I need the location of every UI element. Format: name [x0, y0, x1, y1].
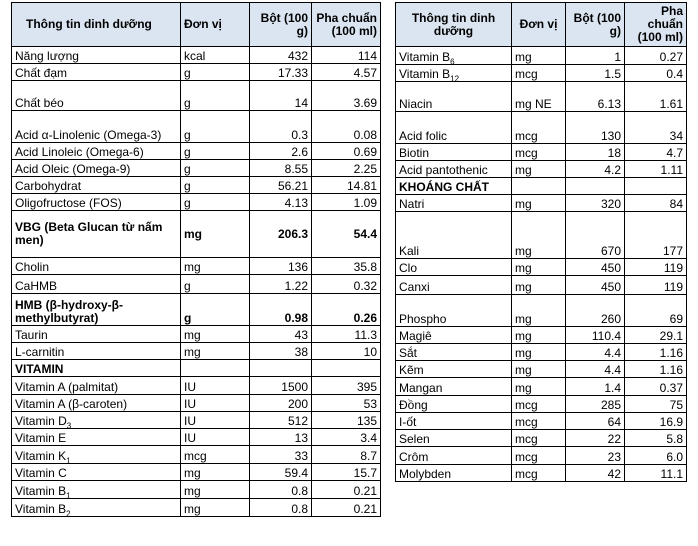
row-powder: 1.22 — [250, 275, 312, 294]
row-name — [12, 499, 181, 517]
row-unit: mcg — [512, 144, 566, 161]
row-name: Sắt — [396, 344, 512, 361]
row-prepared: 11.3 — [312, 326, 381, 343]
table-row — [396, 65, 687, 82]
table-row — [396, 112, 687, 144]
row-unit: mg — [512, 276, 566, 295]
row-name — [12, 412, 181, 429]
row-name: Đồng — [396, 396, 512, 413]
row-name: Cholin — [12, 258, 181, 275]
row-unit: IU — [181, 429, 250, 446]
row-prepared: 0.37 — [625, 378, 687, 396]
row-name: Carbohydrat — [12, 177, 181, 194]
row-name: Phospho — [396, 295, 512, 327]
table-row — [396, 378, 687, 396]
row-powder: 6.13 — [566, 82, 625, 112]
col-header-unit: Đơn vị — [181, 3, 250, 47]
empty-cell — [181, 360, 250, 377]
row-unit: mcg — [181, 446, 250, 464]
row-powder: 0.8 — [250, 499, 312, 517]
row-name: Natri — [396, 195, 512, 212]
row-powder: 4.2 — [566, 161, 625, 178]
row-powder: 0.8 — [250, 481, 312, 499]
row-prepared: 119 — [625, 259, 687, 276]
row-unit: mg — [512, 344, 566, 361]
row-unit: mg — [512, 327, 566, 344]
row-prepared: 4.7 — [625, 144, 687, 161]
row-prepared: 0.32 — [312, 275, 381, 294]
row-unit: g — [181, 294, 250, 326]
table-row — [396, 195, 687, 212]
row-unit: g — [181, 160, 250, 177]
col-header-name: Thông tin dinh dưỡng — [12, 3, 181, 47]
row-name: HMB (β-hydroxy-β-methylbutyrat) — [12, 294, 181, 326]
table-row — [12, 211, 381, 258]
row-name: Canxi — [396, 276, 512, 295]
row-prepared: 3.69 — [312, 81, 381, 111]
row-name: Mangan — [396, 378, 512, 396]
empty-cell — [250, 360, 312, 377]
row-name: Taurin — [12, 326, 181, 343]
empty-cell — [625, 178, 687, 195]
table-row — [12, 81, 381, 111]
row-powder: 206.3 — [250, 211, 312, 258]
table-row — [12, 412, 381, 429]
row-powder: 260 — [566, 295, 625, 327]
table-row — [12, 343, 381, 360]
col-header-prepared: Pha chuẩn (100 ml) — [625, 3, 687, 47]
row-powder: 64 — [566, 413, 625, 430]
row-unit: g — [181, 194, 250, 211]
row-name: Biotin — [396, 144, 512, 161]
table-row — [12, 47, 381, 64]
table-row — [12, 395, 381, 412]
row-powder: 14 — [250, 81, 312, 111]
row-name-subscript: 12 — [450, 74, 460, 82]
table-row — [396, 465, 687, 482]
row-name-text: Vitamin B — [399, 67, 451, 81]
row-powder: 512 — [250, 412, 312, 429]
row-name: L-carnitin — [12, 343, 181, 360]
row-unit: g — [181, 143, 250, 160]
section-row-vitamin — [12, 360, 381, 377]
row-prepared: 0.69 — [312, 143, 381, 160]
row-name: Oligofructose (FOS) — [12, 194, 181, 211]
row-name: VBG (Beta Glucan từ nấm men) — [12, 211, 181, 258]
row-powder: 136 — [250, 258, 312, 275]
row-unit: mg — [181, 481, 250, 499]
row-unit: mcg — [512, 430, 566, 447]
row-powder: 13 — [250, 429, 312, 446]
row-unit: mg NE — [512, 82, 566, 112]
row-prepared: 6.0 — [625, 447, 687, 465]
row-name: Vitamin C — [12, 464, 181, 481]
row-powder: 130 — [566, 112, 625, 144]
row-name: Niacin — [396, 82, 512, 112]
col-header-unit: Đơn vị — [512, 3, 566, 47]
table-row — [12, 326, 381, 343]
row-unit: mg — [512, 378, 566, 396]
row-name: Vitamin A (palmitat) — [12, 377, 181, 395]
row-prepared: 1.09 — [312, 194, 381, 211]
row-powder: 1500 — [250, 377, 312, 395]
row-name — [396, 47, 512, 65]
table-row — [12, 464, 381, 481]
row-name: Crôm — [396, 447, 512, 465]
row-powder: 670 — [566, 212, 625, 259]
row-name: Kẽm — [396, 361, 512, 378]
row-powder: 56.21 — [250, 177, 312, 194]
row-name-subscript: 3 — [66, 421, 72, 429]
nutrition-table-left — [11, 2, 381, 517]
nutrition-table-right — [395, 2, 687, 482]
table-row — [396, 327, 687, 344]
row-powder: 59.4 — [250, 464, 312, 481]
row-powder: 23 — [566, 447, 625, 465]
table-row — [396, 276, 687, 295]
row-name — [12, 446, 181, 464]
row-unit: mg — [512, 361, 566, 378]
row-prepared: 10 — [312, 343, 381, 360]
row-name: Acid pantothenic — [396, 161, 512, 178]
row-name-text: Vitamin B — [399, 50, 451, 64]
table-row — [396, 47, 687, 65]
row-powder: 43 — [250, 326, 312, 343]
row-unit: g — [181, 64, 250, 81]
row-unit: mg — [181, 464, 250, 481]
table-row — [12, 64, 381, 81]
row-powder: 110.4 — [566, 327, 625, 344]
row-name: Molybden — [396, 465, 512, 482]
row-powder: 18 — [566, 144, 625, 161]
row-unit: mg — [512, 212, 566, 259]
row-prepared: 177 — [625, 212, 687, 259]
row-unit: g — [181, 81, 250, 111]
table-row — [12, 294, 381, 326]
row-prepared: 1.16 — [625, 344, 687, 361]
row-unit: mg — [181, 258, 250, 275]
row-name-subscript: 1 — [66, 491, 71, 499]
row-powder: 450 — [566, 259, 625, 276]
row-name: Năng lượng — [12, 47, 181, 64]
row-prepared: 75 — [625, 396, 687, 413]
row-unit: g — [181, 111, 250, 143]
row-name: Acid Oleic (Omega-9) — [12, 160, 181, 177]
row-unit: mcg — [512, 413, 566, 430]
row-prepared: 69 — [625, 295, 687, 327]
row-name: Vitamin E — [12, 429, 181, 446]
row-powder: 38 — [250, 343, 312, 360]
row-powder: 8.55 — [250, 160, 312, 177]
row-name-text: Vitamin K — [15, 449, 67, 463]
row-unit: mg — [512, 195, 566, 212]
row-name: Chất béo — [12, 81, 181, 111]
row-prepared: 1.11 — [625, 161, 687, 178]
row-prepared: 4.57 — [312, 64, 381, 81]
row-powder: 0.98 — [250, 294, 312, 326]
row-powder: 0.3 — [250, 111, 312, 143]
row-name: Vitamin A (β-caroten) — [12, 395, 181, 412]
row-name: Chất đạm — [12, 64, 181, 81]
row-name: Magiê — [396, 327, 512, 344]
row-powder: 33 — [250, 446, 312, 464]
table-row — [12, 111, 381, 143]
col-header-name: Thông tin dinh dưỡng — [396, 3, 512, 47]
row-name-text: Vitamin B — [15, 502, 67, 516]
row-name: Selen — [396, 430, 512, 447]
row-name: CaHMB — [12, 275, 181, 294]
row-unit: mg — [181, 211, 250, 258]
row-powder: 4.4 — [566, 361, 625, 378]
row-prepared: 29.1 — [625, 327, 687, 344]
row-name: Acid Linoleic (Omega-6) — [12, 143, 181, 160]
row-prepared: 1.61 — [625, 82, 687, 112]
row-unit: mg — [512, 295, 566, 327]
row-prepared: 135 — [312, 412, 381, 429]
row-name: Acid α-Linolenic (Omega-3) — [12, 111, 181, 143]
col-header-prepared: Pha chuẩn (100 ml) — [312, 3, 381, 47]
row-prepared: 0.21 — [312, 481, 381, 499]
table-row — [396, 144, 687, 161]
row-name-text: Vitamin D — [15, 414, 67, 428]
row-prepared: 0.4 — [625, 65, 687, 82]
row-prepared: 2.25 — [312, 160, 381, 177]
row-prepared: 53 — [312, 395, 381, 412]
row-unit: g — [181, 177, 250, 194]
row-prepared: 35.8 — [312, 258, 381, 275]
row-unit: mcg — [512, 396, 566, 413]
row-powder: 22 — [566, 430, 625, 447]
row-powder: 432 — [250, 47, 312, 64]
section-row-minerals — [396, 178, 687, 195]
row-prepared: 119 — [625, 276, 687, 295]
row-unit: mg — [181, 343, 250, 360]
row-powder: 320 — [566, 195, 625, 212]
table-row — [12, 377, 381, 395]
row-prepared: 395 — [312, 377, 381, 395]
col-header-powder: Bột (100 g) — [566, 3, 625, 47]
table-row — [12, 481, 381, 499]
table-header-row — [12, 3, 381, 47]
row-unit: kcal — [181, 47, 250, 64]
row-powder: 4.13 — [250, 194, 312, 211]
row-prepared: 11.1 — [625, 465, 687, 482]
row-prepared: 0.21 — [312, 499, 381, 517]
row-powder: 4.4 — [566, 344, 625, 361]
row-prepared: 5.8 — [625, 430, 687, 447]
empty-cell — [512, 178, 566, 195]
row-name: I-ốt — [396, 413, 512, 430]
row-name — [396, 65, 512, 82]
section-label: KHOÁNG CHẤT — [396, 178, 512, 195]
row-prepared: 84 — [625, 195, 687, 212]
row-prepared: 0.26 — [312, 294, 381, 326]
row-powder: 2.6 — [250, 143, 312, 160]
row-name-text: Vitamin B — [15, 484, 67, 498]
row-name-subscript: 2 — [66, 509, 71, 517]
row-powder: 200 — [250, 395, 312, 412]
table-row — [396, 413, 687, 430]
row-prepared: 8.7 — [312, 446, 381, 464]
row-powder: 42 — [566, 465, 625, 482]
row-name: Clo — [396, 259, 512, 276]
table-row — [12, 194, 381, 211]
table-row — [396, 161, 687, 178]
row-unit: IU — [181, 395, 250, 412]
table-row — [396, 82, 687, 112]
row-name-subscript: 6 — [450, 57, 455, 65]
table-row — [12, 143, 381, 160]
section-label: VITAMIN — [12, 360, 181, 377]
row-name: Acid folic — [396, 112, 512, 144]
table-row — [12, 258, 381, 275]
row-prepared: 14.81 — [312, 177, 381, 194]
table-row — [396, 430, 687, 447]
row-unit: g — [181, 275, 250, 294]
row-powder: 17.33 — [250, 64, 312, 81]
row-unit: IU — [181, 412, 250, 429]
table-row — [396, 396, 687, 413]
table-row — [12, 429, 381, 446]
row-prepared: 114 — [312, 47, 381, 64]
row-unit: mcg — [512, 112, 566, 144]
table-row — [12, 160, 381, 177]
table-row — [396, 447, 687, 465]
row-prepared: 54.4 — [312, 211, 381, 258]
row-name-subscript: 1 — [66, 456, 71, 464]
row-prepared: 3.4 — [312, 429, 381, 446]
row-powder: 1.5 — [566, 65, 625, 82]
row-name — [12, 481, 181, 499]
table-row — [12, 499, 381, 517]
row-prepared: 34 — [625, 112, 687, 144]
row-powder: 1.4 — [566, 378, 625, 396]
row-prepared: 1.16 — [625, 361, 687, 378]
row-prepared: 16.9 — [625, 413, 687, 430]
table-row — [396, 361, 687, 378]
row-unit: mg — [181, 326, 250, 343]
row-unit: mg — [512, 161, 566, 178]
table-row — [12, 177, 381, 194]
table-row — [396, 212, 687, 259]
row-powder: 1 — [566, 47, 625, 65]
row-powder: 285 — [566, 396, 625, 413]
empty-cell — [566, 178, 625, 195]
row-unit: mg — [512, 259, 566, 276]
empty-cell — [312, 360, 381, 377]
table-row — [12, 446, 381, 464]
col-header-powder: Bột (100 g) — [250, 3, 312, 47]
row-prepared: 0.27 — [625, 47, 687, 65]
row-unit: mcg — [512, 447, 566, 465]
row-prepared: 0.08 — [312, 111, 381, 143]
table-header-row — [396, 3, 687, 47]
table-row — [396, 344, 687, 361]
row-unit: mcg — [512, 465, 566, 482]
row-name: Kali — [396, 212, 512, 259]
row-unit: mg — [181, 499, 250, 517]
row-unit: IU — [181, 377, 250, 395]
table-row — [12, 275, 381, 294]
table-row — [396, 295, 687, 327]
row-prepared: 15.7 — [312, 464, 381, 481]
row-powder: 450 — [566, 276, 625, 295]
table-row — [396, 259, 687, 276]
row-unit: mg — [512, 47, 566, 65]
row-unit: mcg — [512, 65, 566, 82]
